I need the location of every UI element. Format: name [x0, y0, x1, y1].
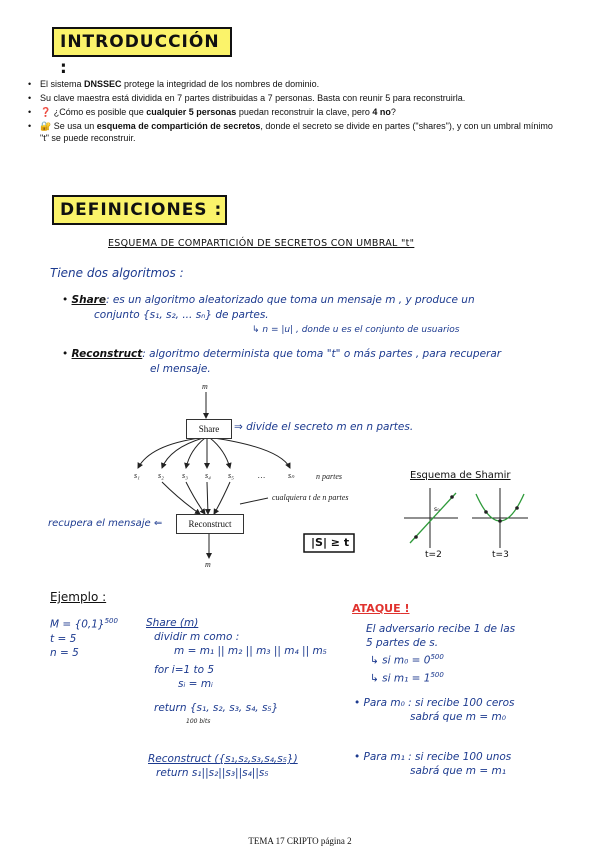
intro-bullet-3: • ❓ ¿Cómo es posible que cualquier 5 personas puedan reconstruir la clave, pero 4 no? [28, 107, 396, 117]
recupera-label: recupera el mensaje ⇐ [48, 518, 163, 529]
share-s5: s₅ [228, 471, 234, 480]
question-icon: ❓ [40, 107, 52, 117]
share-s2: s₂ [158, 471, 164, 480]
page-footer: TEMA 17 CRIPTO página 2 [248, 836, 352, 846]
share-arrow-note: ⇒ divide el secreto m en n partes. [234, 421, 414, 433]
defs-subtitle: ESQUEMA DE COMPARTICIÓN DE SECRETOS CON UMBRAL "t" [108, 238, 415, 249]
share-sn: sₙ [288, 471, 295, 480]
share-ellipsis: … [258, 471, 266, 480]
intro-bullet-1: • El sistema DNSSEC protege la integridad de los nombres de dominio. [28, 79, 320, 89]
ataque-para-m0: • Para m₀ : si recibe 100 ceros sabrá que m = m₀ [354, 697, 515, 723]
share-definition: • Share: es un algoritmo aleatorizado que toma un mensaje m , y produce un conjunto {s₁, s₂, ... sₙ} de partes. ↳ n = |u| , donde u es el conjunto de usuarios [62, 294, 475, 335]
warning-icon: ! [404, 602, 410, 615]
ejemplo-params: $M = \{0,1\}^{500}$ t = 5 n = 5 [50, 617, 118, 659]
diagram-input-m: m [202, 382, 208, 391]
reconstruct-definition: • Reconstruct: algoritmo determinista que toma "t" o más partes , para recuperar el mensaje. [62, 348, 502, 375]
defs-title: DEFINICIONES : [52, 195, 227, 225]
intro-title: INTRODUCCIÓN : [52, 27, 232, 57]
ataque-title: ATAQUE ! [352, 602, 410, 615]
shamir-t2: t=2 [425, 550, 442, 560]
ejemplo-reconstruct: Reconstruct ({s₁,s₂,s₃,s₄,s₅}) return s₁||s₂||s₃||s₄||s₅ [148, 753, 298, 779]
condition-label: |S| ≥ t [311, 536, 350, 549]
intro-bullet-2: • Su clave maestra está dividida en 7 partes distribuidas a 7 personas. Basta con reunir 5 para reconstruirla. [28, 93, 466, 103]
share-s4: s₄ [205, 471, 211, 480]
cualquiera-label: cualquiera t de n partes [272, 493, 349, 502]
share-s1: s₁ [134, 471, 140, 480]
ataque-body: El adversario recibe 1 de las 5 partes de s. ↳ si $m_0 = 0^{500}$ ↳ si $m_1 = 1^{500}$ [366, 623, 516, 684]
diagram-output-m: m [205, 560, 211, 569]
reconstruct-box: Reconstruct [176, 514, 244, 534]
ejemplo-share: Share (m) dividir m como : m = m₁ || m₂ || m₃ || m₄ || m₅ for i=1 to 5 sᵢ = mᵢ return {s₁, s₂, s₃, s₄, s₅} 100 bits [146, 617, 327, 725]
shamir-s0: s₀ [434, 506, 440, 513]
ataque-para-m1: • Para m₁ : si recibe 100 unos sabrá que m = m₁ [354, 751, 512, 777]
share-bullet: • [62, 294, 72, 306]
n-partes-label: n partes [316, 472, 342, 481]
share-box: Share [186, 419, 232, 439]
intro-bullet-4: • 🔐 Se usa un esquema de compartición de secretos, donde el secreto se divide en partes ("shares"), y con un umbral mínimo "t" se puede reconstruir. [28, 121, 553, 143]
shamir-title: Esquema de Shamir [410, 470, 511, 481]
share-s3: s₃ [182, 471, 188, 480]
defs-intro: Tiene dos algoritmos : [50, 266, 184, 280]
ejemplo-title: Ejemplo : [50, 590, 107, 604]
shamir-t3: t=3 [492, 550, 509, 560]
lock-icon: 🔐 [40, 121, 52, 131]
